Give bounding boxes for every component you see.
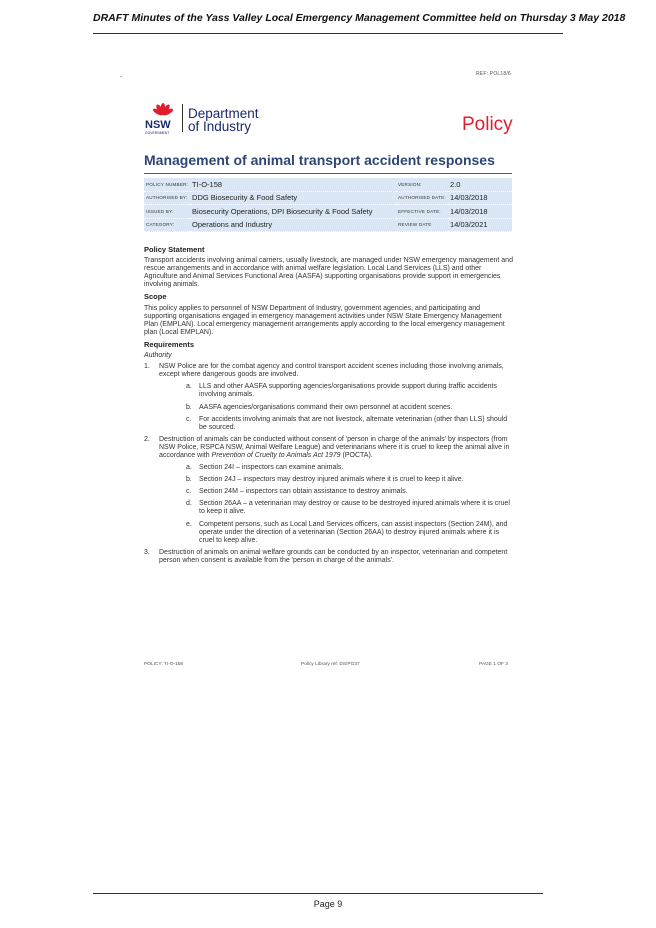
item-letter: a. — [186, 383, 192, 391]
numbered-item — [144, 549, 514, 565]
numbered-item — [144, 436, 514, 460]
policy-label: Policy — [462, 114, 513, 135]
item-number: 3. — [144, 548, 150, 556]
item-text: LLS and other AASFA supporting agencies/organisations provide support during traffic accidents involving animals. — [199, 383, 497, 399]
item-letter: a. — [186, 464, 192, 472]
authorised-by-value: DDG Biosecurity & Food Safety — [190, 191, 396, 205]
issued-by-value: Biosecurity Operations, DPI Biosecurity & Food Safety — [190, 205, 396, 219]
issued-by-label: ISSUED BY: — [144, 205, 190, 219]
item-letter: d. — [186, 500, 192, 508]
authorised-date-value: 14/03/2018 — [448, 191, 512, 205]
review-date-label: REVIEW DATE — [396, 218, 448, 232]
authority-subheading: Authority — [144, 352, 172, 360]
scope-text: This policy applies to personnel of NSW Department of Industry, government agencies, and participating and supporting organisations engaged in emergency management activities under NSW State Emergency Management Plan (EMPLAN). Local emergency management arrangements apply according to the local emergency management plan (Local EMPLAN). — [144, 304, 505, 336]
lettered-item — [144, 464, 514, 472]
effective-date-label: EFFECTIVE DATE: — [396, 205, 448, 219]
footer-policy-number: POLICY: TI-O-158 — [144, 662, 184, 667]
item-letter: c. — [186, 415, 192, 423]
policy-title: Management of animal transport accident responses — [144, 152, 495, 168]
item-text: AASFA agencies/organisations command their own personnel at accident scenes. — [199, 403, 453, 411]
table-row — [144, 205, 512, 219]
review-date-value: 14/03/2021 — [448, 218, 512, 232]
requirements-heading: Requirements — [144, 339, 195, 349]
department-line-1: Department — [188, 106, 259, 121]
version-value: 2.0 — [448, 178, 512, 191]
item-text: NSW Police are for the combat agency and control transport accident scenes including those involving animals, except where dangerous goods are involved. — [159, 363, 504, 379]
lettered-item — [144, 416, 514, 432]
numbered-item — [144, 363, 514, 379]
policy-statement-text: Transport accidents involving animal carriers, usually livestock, are managed under NSW emergency management and rescue arrangements and in accordance with animal welfare legislation. Local Land Services (LLS) and other Agriculture and Animal Services Functional Area (AASFA) supporting organisations provide support in emergencies involving animals. — [144, 257, 513, 289]
policy-statement-heading: Policy Statement — [144, 245, 205, 254]
header-rule — [93, 33, 563, 34]
government-logo-text: GOVERNMENT — [145, 131, 170, 135]
act-name: Prevention of Cruelty to Animals Act 1979 — [211, 451, 341, 459]
item-letter: e. — [186, 520, 192, 528]
lettered-item — [144, 476, 514, 484]
item-number: 1. — [144, 363, 150, 371]
category-value: Operations and Industry — [190, 218, 396, 232]
effective-date-value: 14/03/2018 — [448, 205, 512, 219]
policy-metadata-table — [144, 178, 512, 232]
item-text: Destruction of animals can be conducted without consent of 'person in charge of the animals' by inspectors (from NSW Police, RSPCA NSW, Animal Welfare League) and veterinarians where it is cruel to keep the animal alive in accordance with — [159, 435, 510, 459]
item-text: For accidents involving animals that are not livestock, alternate veterinarian (other than LLS) should be sourced. — [199, 415, 508, 431]
category-label: CATEGORY: — [144, 218, 190, 232]
footer-rule — [93, 893, 543, 894]
item-text: Section 26AA – a veterinarian may destroy or cause to be destroyed injured animals where it is cruel to keep it alive. — [199, 500, 510, 516]
reference-number: REF: POL18/6 — [476, 71, 511, 77]
department-name — [188, 107, 259, 133]
authorised-by-label: AUTHORISED BY: — [144, 191, 190, 205]
item-text: Destruction of animals on animal welfare grounds can be conducted by an inspector, veterinarian and competent person when consent is available from the 'person in charge of the animals'. — [159, 548, 508, 564]
minutes-header: DRAFT Minutes of the Yass Valley Local Emergency Management Committee held on Thursday 3 May 2018 — [93, 12, 626, 24]
policy-number-label: POLICY NUMBER: — [144, 178, 190, 191]
lettered-item — [144, 488, 514, 496]
lettered-item — [144, 404, 514, 412]
scope-heading: Scope — [144, 292, 167, 302]
lettered-item — [144, 500, 514, 516]
nsw-waratah-logo — [144, 97, 190, 137]
item-text: Section 24M – inspectors can obtain assistance to destroy animals. — [199, 488, 408, 496]
item-text: Section 24I – inspectors can examine animals. — [199, 464, 344, 472]
page-number: Page 9 — [313, 899, 343, 909]
table-row — [144, 218, 512, 232]
item-text: Section 24J – inspectors may destroy injured animals where it is cruel to keep it alive. — [199, 476, 464, 484]
logo-divider — [182, 104, 183, 132]
authorised-date-label: AUTHORISED DATE: — [396, 191, 448, 205]
item-text: Competent persons, such as Local Land Services officers, can assist inspectors (Section 24M), and operate under the direction of a veterinarian (Section 26AA) to destroy injured animals where it is cruel to keep alive. — [199, 520, 508, 544]
footer-page-of: PAGE 1 OF 3 — [479, 662, 508, 667]
policy-number-value: TI-O-158 — [190, 178, 396, 191]
item-number: 2. — [144, 435, 150, 443]
table-row — [144, 178, 512, 191]
item-letter: c. — [186, 488, 192, 496]
lettered-item — [144, 383, 514, 399]
nsw-logo-text: NSW — [145, 119, 171, 131]
scan-mark: - — [120, 72, 123, 81]
footer-library-ref: Policy Library ref: DS/PO37 — [301, 662, 360, 667]
item-letter: b. — [186, 476, 192, 484]
item-letter: b. — [186, 403, 192, 411]
lettered-item — [144, 521, 514, 545]
item-text-end: (POCTA). — [340, 451, 373, 459]
department-line-2: of Industry — [188, 119, 252, 134]
version-label: VERSION: — [396, 178, 448, 191]
title-rule — [144, 173, 512, 174]
table-row — [144, 191, 512, 205]
policy-body — [144, 246, 514, 569]
